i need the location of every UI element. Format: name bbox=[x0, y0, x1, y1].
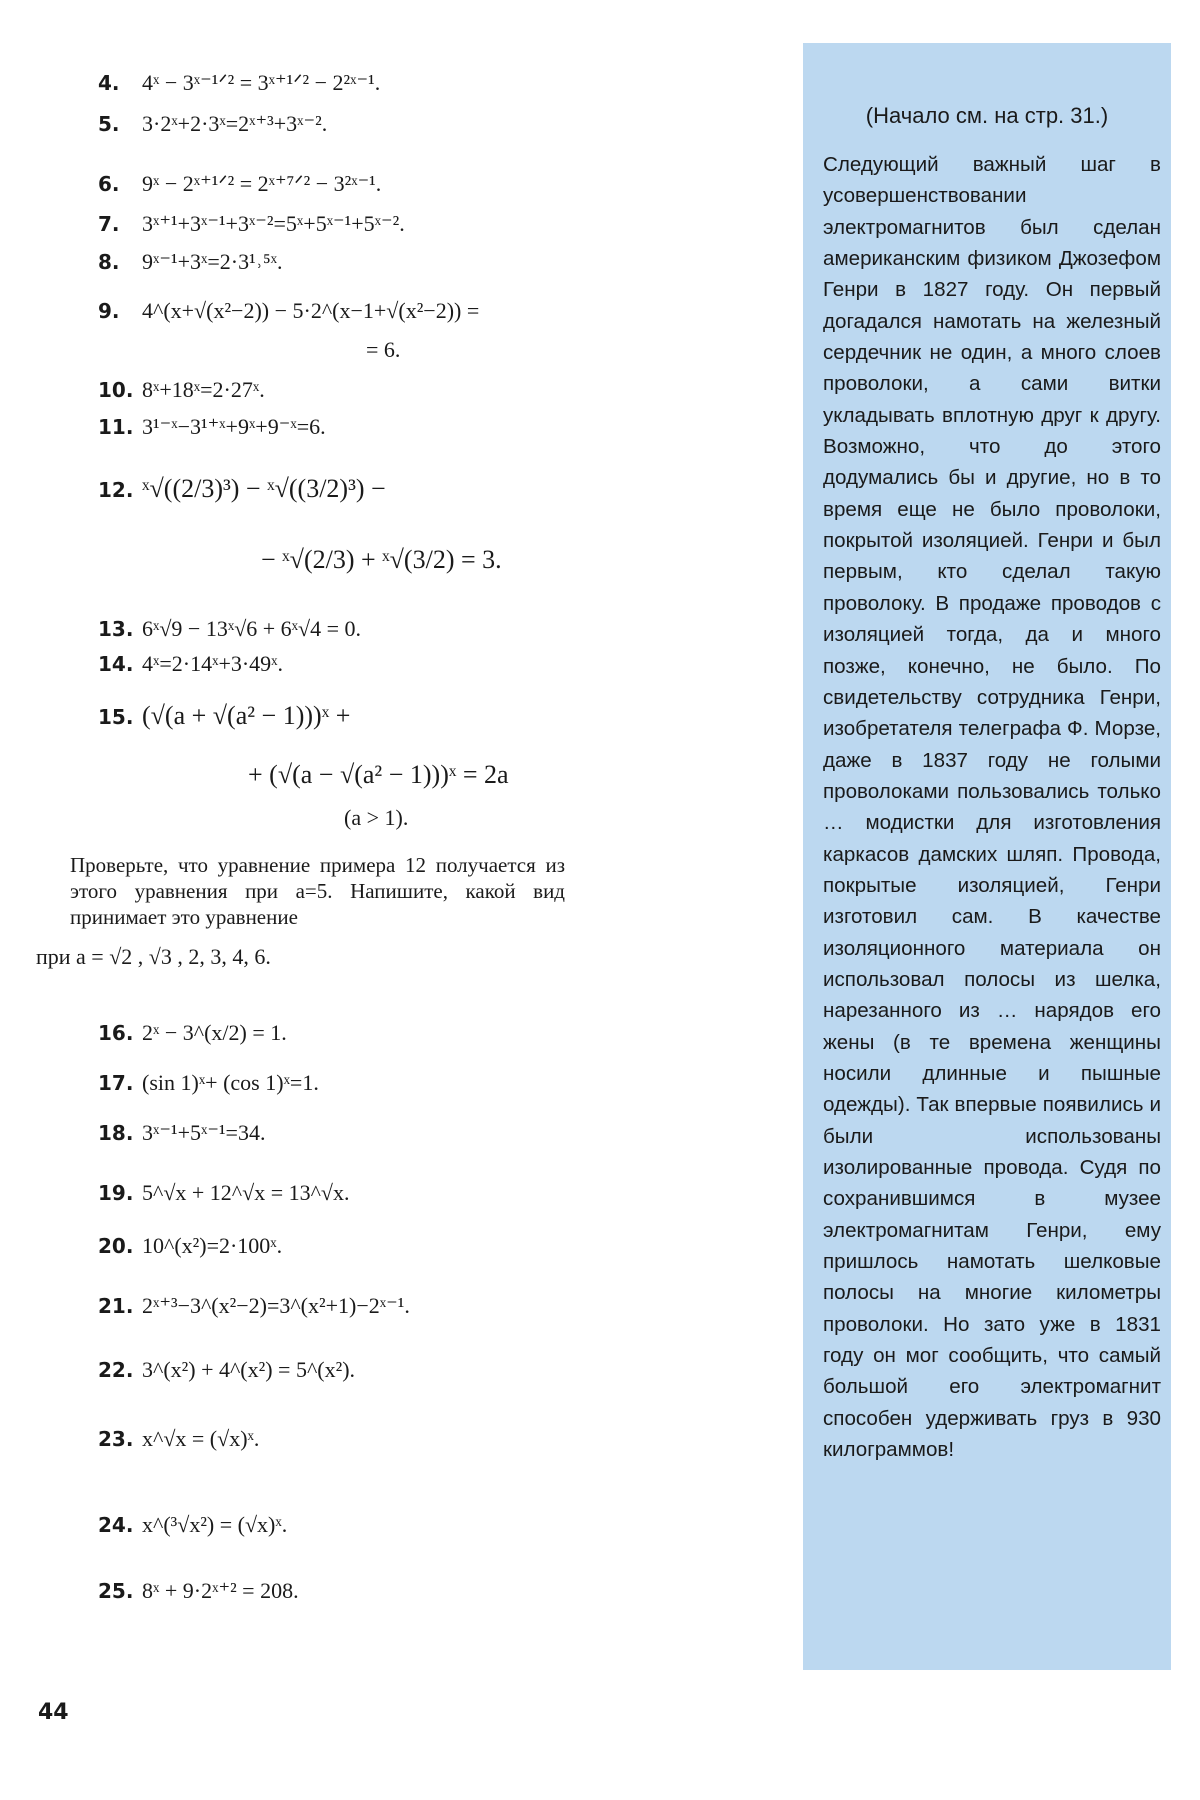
equation-text: x^(³√x²) = (√x)ˣ. bbox=[142, 1512, 288, 1537]
equation-text: 8ˣ+18ˣ=2·27ˣ. bbox=[142, 377, 265, 402]
sidebar-text: Следующий важный шаг в усовершенствовании электромагнитов был сделан американским физиком Джозефом Генри в 1827 году. Он первый догадался намотать на железный сердечник не один, а много слоев проволоки, а сами витки укладывать вплотную друг к другу. Возможно, что до этого додумались бы и другие, но в то время еще не было проволоки, покрытой изоляцией. Генри и был первым, кто сделал такую проволоку. В продаже проводов с изоляцией тогда, да и много позже, конечно, не было. По свидетельству сотрудника Генри, изобретателя телеграфа Ф. Морзе, даже в 1837 году не голыми проволоками пользовались только … модистки для изготовления каркасов дамских шляп. Провода, покрытые изоляцией, Генри изготовил сам. В качестве изоляционного материала он использовал полосы из шелка, нарезанного из … нарядов его жены (в те времена женщины носили длинные и пышные одежды). Так впервые появились и были использованы изолированные провода. Судя по сохранившимся в музее электромагнитам Генри, ему пришлось намотать шелковые полосы на многие километры проволоки. Но зато уже в 1831 году он мог сообщить, что самый большой его электромагнит способен удерживать груз в 930 килограммов! bbox=[823, 153, 1161, 1462]
equation-15 bbox=[98, 700, 350, 731]
equation-text: x^√x = (√x)ˣ. bbox=[142, 1426, 260, 1451]
equation-number: 10. bbox=[98, 378, 134, 402]
equation-number: 23. bbox=[98, 1427, 134, 1451]
equation-number: 14. bbox=[98, 652, 134, 676]
equation-text: 6ˣ√9 − 13ˣ√6 + 6ˣ√4 = 0. bbox=[142, 616, 362, 641]
equation-text: (sin 1)ˣ+ (cos 1)ˣ=1. bbox=[142, 1070, 319, 1095]
equation-23 bbox=[98, 1426, 259, 1452]
equation-number: 7. bbox=[98, 212, 120, 236]
equation-12 bbox=[98, 473, 386, 504]
equation-20 bbox=[98, 1233, 282, 1259]
equation-8 bbox=[98, 249, 283, 275]
equation-22 bbox=[98, 1357, 355, 1383]
equation-15-condition: (a > 1). bbox=[344, 805, 409, 830]
equation-17 bbox=[98, 1070, 319, 1096]
equation-14 bbox=[98, 651, 283, 677]
equation-number: 22. bbox=[98, 1358, 134, 1382]
equation-text: ˣ√((2/3)³) − ˣ√((3/2)³) − bbox=[142, 474, 386, 503]
equation-11 bbox=[98, 414, 326, 440]
equation-number: 5. bbox=[98, 112, 120, 136]
equation-text: 2ˣ − 3^(x/2) = 1. bbox=[142, 1020, 287, 1045]
equation-4 bbox=[98, 70, 380, 96]
equation-24 bbox=[98, 1512, 287, 1538]
equation-number: 8. bbox=[98, 250, 120, 274]
equation-number: 17. bbox=[98, 1071, 134, 1095]
equation-text: 3·2ˣ+2·3ˣ=2ˣ⁺³+3ˣ⁻². bbox=[142, 111, 328, 136]
equation-number: 19. bbox=[98, 1181, 134, 1205]
exercise-instruction-values: при a = √2 , √3 , 2, 3, 4, 6. bbox=[36, 944, 271, 969]
equation-text: (√(a + √(a² − 1)))ˣ + bbox=[142, 701, 351, 730]
equation-number: 4. bbox=[98, 71, 120, 95]
equation-12-continuation: − ˣ√(2/3) + ˣ√(3/2) = 3. bbox=[261, 545, 502, 574]
equation-number: 15. bbox=[98, 705, 134, 729]
equation-text: 4^(x+√(x²−2)) − 5·2^(x−1+√(x²−2)) = bbox=[142, 298, 480, 323]
equation-5 bbox=[98, 111, 327, 137]
equation-text: 10^(x²)=2·100ˣ. bbox=[142, 1233, 283, 1258]
equation-16 bbox=[98, 1020, 287, 1046]
sidebar-heading: (Начало см. на стр. 31.) bbox=[865, 103, 1109, 128]
equation-7 bbox=[98, 211, 405, 237]
equation-6 bbox=[98, 171, 381, 197]
equation-25 bbox=[98, 1578, 299, 1604]
equation-19 bbox=[98, 1180, 350, 1206]
exercise-instruction: Проверьте, что уравнение примера 12 получается из этого уравнения при a=5. Напишите, какой вид принимает это уравнение bbox=[70, 853, 565, 929]
equation-text: 9ˣ − 2ˣ⁺¹ᐟ² = 2ˣ⁺⁷ᐟ² − 3²ˣ⁻¹. bbox=[142, 171, 382, 196]
equation-number: 6. bbox=[98, 172, 120, 196]
equation-text: 3^(x²) + 4^(x²) = 5^(x²). bbox=[142, 1357, 356, 1382]
equation-10 bbox=[98, 377, 265, 403]
equation-text: 5^√x + 12^√x = 13^√x. bbox=[142, 1180, 350, 1205]
equation-15-continuation: + (√(a − √(a² − 1)))ˣ = 2a bbox=[248, 760, 509, 789]
equation-21 bbox=[98, 1293, 410, 1319]
equation-text: 3ˣ⁺¹+3ˣ⁻¹+3ˣ⁻²=5ˣ+5ˣ⁻¹+5ˣ⁻². bbox=[142, 211, 405, 236]
equation-number: 20. bbox=[98, 1234, 134, 1258]
equation-number: 21. bbox=[98, 1294, 134, 1318]
equation-number: 24. bbox=[98, 1513, 134, 1537]
equation-number: 11. bbox=[98, 415, 134, 439]
equation-9-continuation: = 6. bbox=[366, 337, 401, 362]
equation-18 bbox=[98, 1120, 265, 1146]
equation-text: 2ˣ⁺³−3^(x²−2)=3^(x²+1)−2ˣ⁻¹. bbox=[142, 1293, 410, 1318]
equation-number: 16. bbox=[98, 1021, 134, 1045]
equation-number: 18. bbox=[98, 1121, 134, 1145]
equation-text: 8ˣ + 9·2ˣ⁺² = 208. bbox=[142, 1578, 299, 1603]
equation-13 bbox=[98, 616, 361, 642]
equation-text: 4ˣ=2·14ˣ+3·49ˣ. bbox=[142, 651, 284, 676]
sidebar-history-box bbox=[803, 43, 1171, 1670]
equation-text: 3¹⁻ˣ−3¹⁺ˣ+9ˣ+9⁻ˣ=6. bbox=[142, 414, 326, 439]
equation-text: 4ˣ − 3ˣ⁻¹ᐟ² = 3ˣ⁺¹ᐟ² − 2²ˣ⁻¹. bbox=[142, 70, 381, 95]
equation-number: 9. bbox=[98, 299, 120, 323]
equation-number: 25. bbox=[98, 1579, 134, 1603]
equation-text: 9ˣ⁻¹+3ˣ=2·3¹˒⁵ˣ. bbox=[142, 249, 283, 274]
page-number: 44 bbox=[38, 1700, 69, 1725]
equation-number: 13. bbox=[98, 617, 134, 641]
equation-number: 12. bbox=[98, 478, 134, 502]
equation-9 bbox=[98, 298, 479, 324]
equation-text: 3ˣ⁻¹+5ˣ⁻¹=34. bbox=[142, 1120, 266, 1145]
